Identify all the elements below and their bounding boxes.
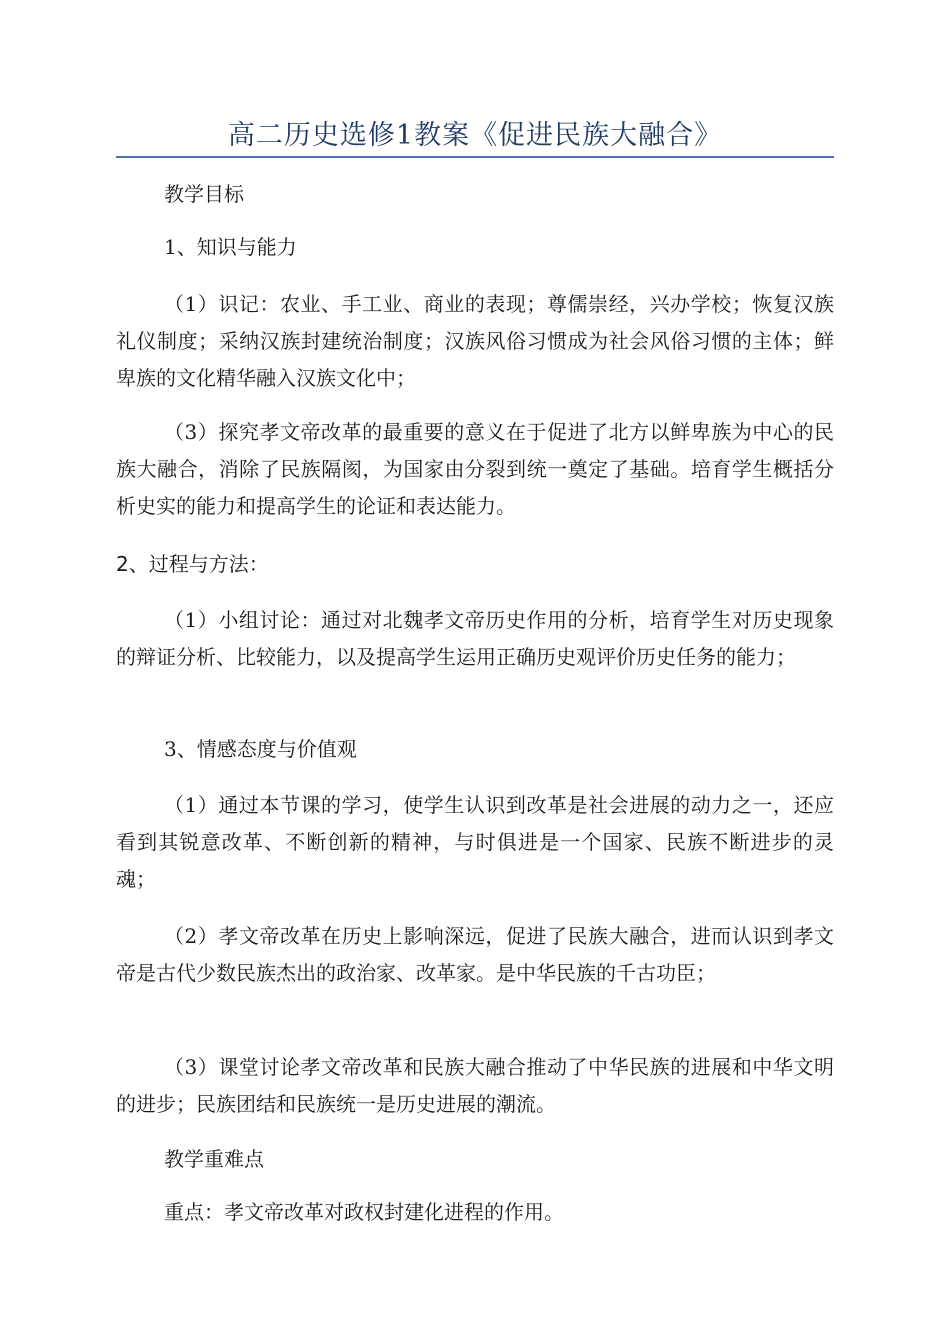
subheading-process-method: 2、过程与方法： <box>116 552 269 576</box>
paragraph-values-1: （1）通过本节课的学习，使学生认识到改革是社会进展的动力之一，还应看到其锐意改革、不断创新的精神，与时俱进是一个国家、民族不断进步的灵魂； <box>116 793 834 891</box>
paragraph-group-discussion: （1）小组讨论：通过对北魏孝文帝历史作用的分析，培育学生对历史现象的辩证分析、比较能力，以及提高学生运用正确历史观评价历史任务的能力； <box>116 608 834 669</box>
paragraph-values-3: （3）课堂讨论孝文帝改革和民族大融合推动了中华民族的进展和中华文明的进步；民族团结和民族统一是历史进展的潮流。 <box>116 1055 834 1116</box>
section-heading-key-points: 教学重难点 <box>164 1147 264 1171</box>
document-title: 高二历史选修1教案《促进民族大融合》 <box>227 120 723 151</box>
subheading-emotion-values: 3、情感态度与价值观 <box>164 737 357 761</box>
title-underline <box>116 156 834 158</box>
paragraph-values-2: （2）孝文帝改革在历史上影响深远，促进了民族大融合，进而认识到孝文帝是古代少数民族杰出的政治家、改革家。是中华民族的千古功臣； <box>116 924 834 985</box>
subheading-knowledge-ability: 1、知识与能力 <box>164 235 297 259</box>
paragraph-memorize: （1）识记：农业、手工业、商业的表现；尊儒崇经，兴办学校；恢复汉族礼仪制度；采纳汉族封建统治制度；汉族风俗习惯成为社会风俗习惯的主体；鲜卑族的文化精华融入汉族文化中； <box>116 292 834 390</box>
paragraph-explore: （3）探究孝文帝改革的最重要的意义在于促进了北方以鲜卑族为中心的民族大融合，消除了民族隔阂，为国家由分裂到统一奠定了基础。培育学生概括分析史实的能力和提高学生的论证和表达能力。 <box>116 420 834 518</box>
section-heading-objectives: 教学目标 <box>164 182 244 206</box>
paragraph-key-point: 重点：孝文帝改革对政权封建化进程的作用。 <box>164 1200 564 1224</box>
